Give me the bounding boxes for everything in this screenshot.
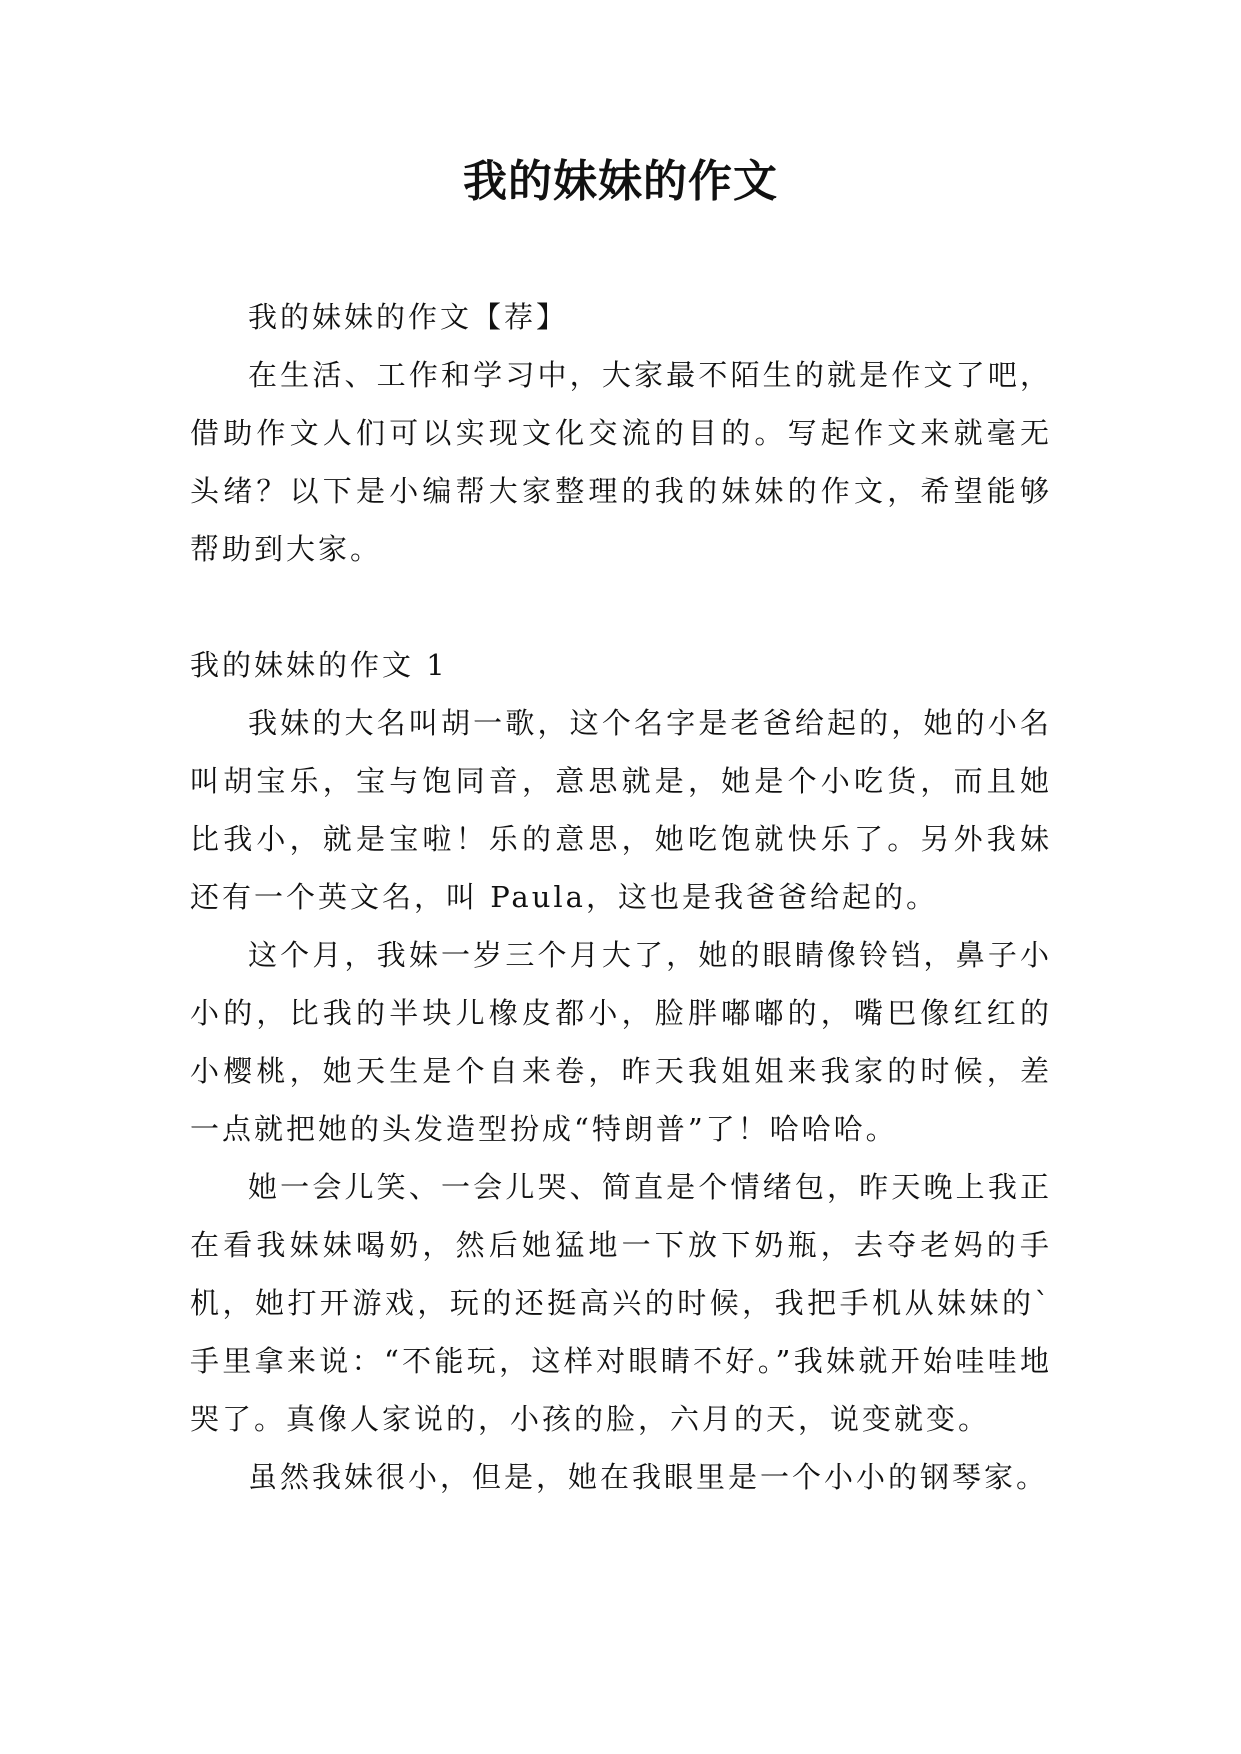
section-spacer: [190, 578, 1052, 636]
document-title: 我的妹妹的作文: [463, 156, 778, 207]
body-paragraph: 虽然我妹很小，但是，她在我眼里是一个小小的钢琴家。: [248, 1460, 1049, 1494]
section-heading: 我的妹妹的作文 1: [190, 648, 448, 682]
document-body: [190, 288, 1052, 1506]
body-paragraph: 我妹的大名叫胡一歌，这个名字是老爸给起的，她的小名叫胡宝乐，宝与饱同音，意思就是，她是个小吃货，而且她比我小，就是宝啦！乐的意思，她吃饱就快乐了。另外我妹还有一个英文名，叫 Paula，这也是我爸爸给起的。: [190, 706, 1052, 914]
intro-title: 我的妹妹的作文【荐】: [248, 300, 569, 334]
intro-paragraph: 在生活、工作和学习中，大家最不陌生的就是作文了吧，借助作文人们可以实现文化交流的目的。写起作文来就毫无头绪？以下是小编帮大家整理的我的妹妹的作文，希望能够帮助到大家。: [190, 358, 1052, 566]
body-paragraph: 她一会儿笑、一会儿哭、简直是个情绪包，昨天晚上我正在看我妹妹喝奶，然后她猛地一下放下奶瓶，去夺老妈的手机，她打开游戏，玩的还挺高兴的时候，我把手机从妹妹的`手里拿来说：“不能玩，这样对眼睛不好。”我妹就开始哇哇地哭了。真像人家说的，小孩的脸，六月的天，说变就变。: [190, 1170, 1052, 1436]
body-paragraph: 这个月，我妹一岁三个月大了，她的眼睛像铃铛，鼻子小小的，比我的半块儿橡皮都小，脸胖嘟嘟的，嘴巴像红红的小樱桃，她天生是个自来卷，昨天我姐姐来我家的时候，差一点就把她的头发造型扮成“特朗普”了！哈哈哈。: [190, 938, 1052, 1146]
